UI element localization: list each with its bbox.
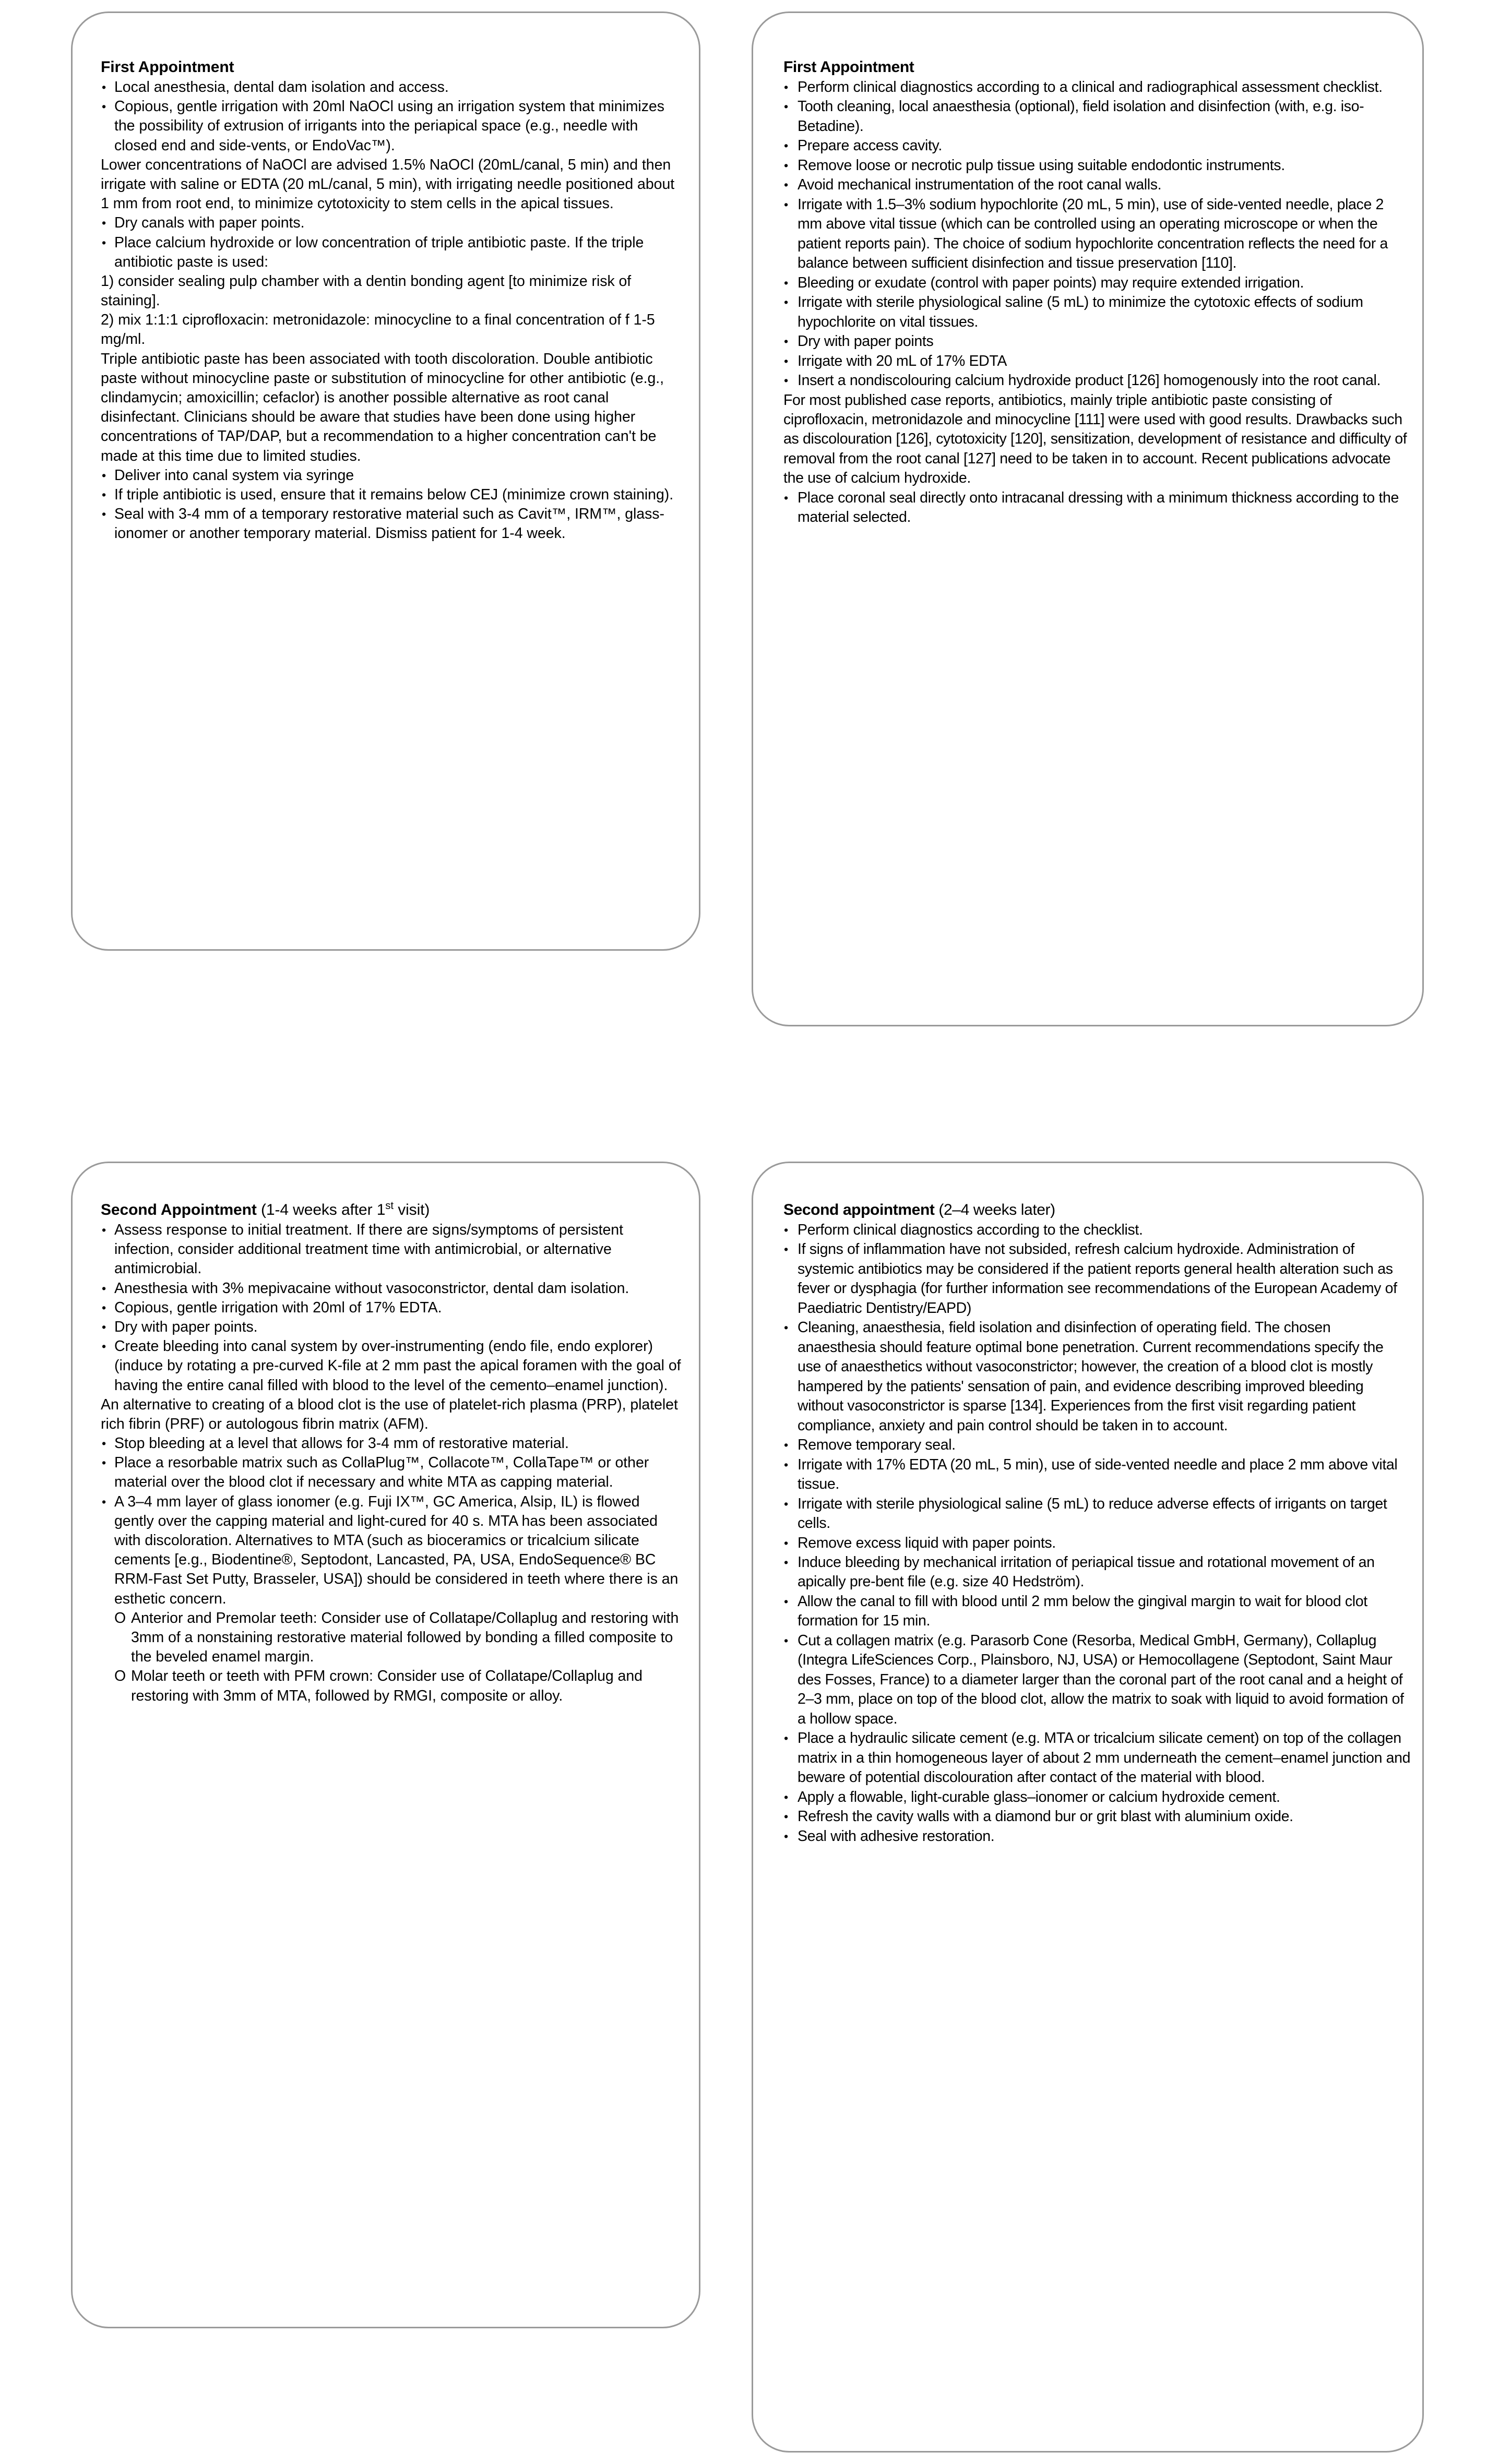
bullet-item: • Local anesthesia, dental dam isolation and access. (101, 78, 683, 97)
bullet-item: • Anesthesia with 3% mepivacaine without vasoconstrictor, dental dam isolation. (101, 1279, 683, 1298)
panel-body (783, 78, 1411, 528)
bullet-item: • Seal with adhesive restoration. (783, 1827, 1411, 1846)
panel-heading (101, 1200, 683, 1220)
paragraph-line: For most published case reports, antibiotics, mainly triple antibiotic paste consisting of ciprofloxacin, metronidazole and minocycline [111] were used with good results. Drawbacks such as discolouration [126], cytotoxicity [120], sensitization, development of resistance and difficulty of removal from the root canal [127] need to be taken in to account. Recent publications advocate the use of calcium hydroxide. (783, 391, 1407, 487)
bullet-item: • Place a resorbable matrix such as CollaPlug™, Collacote™, CollaTape™ or other material over the blood clot if necessary and white MTA as capping material. (101, 1453, 683, 1492)
panel-heading-text: First Appointment (783, 58, 914, 76)
panel-content (101, 1200, 683, 1706)
bullet-item: • A 3–4 mm layer of glass ionomer (e.g. Fuji IX™, GC America, Alsip, IL) is flowed gently over the capping material and light-cured for 40 s. MTA has been associated with discoloration. Alternatives to MTA (such as bioceramics or tricalcium silicate cements [e.g., Biodentine®, Septodont, Lancasted, PA, USA, EndoSequence® BC RRM-Fast Set Putty, Brasseler, USA]) should be considered in teeth where there is an esthetic concern. (101, 1492, 683, 1609)
bullet-item: • Tooth cleaning, local anaesthesia (optional), field isolation and disinfection (with, e.g. iso-Betadine). (783, 97, 1411, 136)
bullet-item: • Dry canals with paper points. (101, 213, 683, 233)
bullet-item: • Perform clinical diagnostics according to the checklist. (783, 1221, 1411, 1240)
bullet-item: • Insert a nondiscolouring calcium hydroxide product [126] homogenously into the root canal. (783, 371, 1411, 390)
bullet-item: • Remove temporary seal. (783, 1436, 1411, 1455)
bullet-item: • Bleeding or exudate (control with paper points) may require extended irrigation. (783, 273, 1411, 293)
bullet-item: • Copious, gentle irrigation with 20ml NaOCl using an irrigation system that minimizes the possibility of extrusion of irrigants into the periapical space (e.g., needle with closed end and side-vents, or EndoVac™). (101, 97, 683, 156)
panel-body (101, 1221, 683, 1706)
bullet-item: • Place a hydraulic silicate cement (e.g. MTA or tricalcium silicate cement) on top of the collagen matrix in a thin homogeneous layer of about 2 mm underneath the cement–enamel junction and beware of potential discolouration after contact of the material with blood. (783, 1729, 1411, 1787)
panel-heading (783, 1200, 1411, 1220)
bullet-item: • Dry with paper points (783, 332, 1411, 351)
sub-bullet-item: O Anterior and Premolar teeth: Consider use of Collatape/Collaplug and restoring with 3mm of a nonstaining restorative material followed by bonding a filled composite to the beveled enamel margin. (101, 1609, 683, 1667)
bullet-item: • Irrigate with sterile physiological saline (5 mL) to minimize the cytotoxic effects of sodium hypochlorite on vital tissues. (783, 293, 1411, 332)
bullet-item: • Remove loose or necrotic pulp tissue using suitable endodontic instruments. (783, 156, 1411, 175)
bullet-item: • Avoid mechanical instrumentation of the root canal walls. (783, 175, 1411, 195)
bullet-item: • Perform clinical diagnostics according to a clinical and radiographical assessment checklist. (783, 78, 1411, 97)
bullet-item: • If triple antibiotic is used, ensure that it remains below CEJ (minimize crown staining). (101, 485, 683, 505)
bullet-item: • Irrigate with sterile physiological saline (5 mL) to reduce adverse effects of irrigants on target cells. (783, 1494, 1411, 1534)
panel-second-appointment-right (752, 1162, 1424, 2453)
bullet-item: • Prepare access cavity. (783, 136, 1411, 156)
panel-content (783, 1200, 1411, 1846)
paragraph-line: 1) consider sealing pulp chamber with a dentin bonding agent [to minimize risk of staining]. (101, 272, 632, 309)
bullet-item: • Place coronal seal directly onto intracanal dressing with a minimum thickness according to the material selected. (783, 488, 1411, 528)
bullet-item: • Place calcium hydroxide or low concentration of triple antibiotic paste. If the triple antibiotic paste is used: (101, 233, 683, 272)
panel-second-appointment-left (71, 1162, 700, 2328)
panel-first-appointment-left (71, 11, 700, 951)
sub-bullet-item: O Molar teeth or teeth with PFM crown: Consider use of Collatape/Collaplug and restoring with 3mm of MTA, followed by RMGI, composite or alloy. (101, 1667, 683, 1705)
bullet-item: • Create bleeding into canal system by over-instrumenting (endo file, endo explorer) (induce by rotating a pre-curved K-file at 2 mm past the apical foramen with the goal of having the entire canal filled with blood to the level of the cemento–enamel junction). (101, 1337, 683, 1395)
panel-heading-suffix-post: visit) (393, 1201, 430, 1218)
panel-heading-suffix: (2–4 weeks later) (934, 1201, 1055, 1218)
paragraph-line: Triple antibiotic paste has been associated with tooth discoloration. Double antibiotic paste without minocycline paste or substitution of minocycline for other antibiotic (e.g., clindamycin; amoxicillin; cefaclor) is another possible alternative as root canal disinfectant. Clinicians should be aware that studies have been done using higher concentrations of TAP/DAP, but a recommendation to a higher concentration can't be made at this time due to limited studies. (101, 350, 664, 464)
bullet-item: • Irrigate with 20 mL of 17% EDTA (783, 352, 1411, 371)
paragraph-line: An alternative to creating of a blood clot is the use of platelet-rich plasma (PRP), platelet rich fibrin (PRF) or autologous fibrin matrix (AFM). (101, 1396, 678, 1432)
bullet-item: • Deliver into canal system via syringe (101, 466, 683, 485)
bullet-item: • Allow the canal to fill with blood until 2 mm below the gingival margin to wait for blood clot formation for 15 min. (783, 1592, 1411, 1631)
bullet-item: • Irrigate with 1.5–3% sodium hypochlorite (20 mL, 5 min), use of side-vented needle, place 2 mm above vital tissue (which can be controlled using an operating microscope or when the patient reports pain). The choice of sodium hypochlorite concentration reflects the need for a balance between sufficient disinfection and tissue preservation [110]. (783, 195, 1411, 273)
bullet-item: • Irrigate with 17% EDTA (20 mL, 5 min), use of side-vented needle and place 2 mm above vital tissue. (783, 1455, 1411, 1494)
bullet-item: • Copious, gentle irrigation with 20ml of 17% EDTA. (101, 1298, 683, 1318)
panel-body (101, 78, 683, 544)
bullet-item: • Seal with 3-4 mm of a temporary restorative material such as Cavit™, IRM™, glass-ionomer or another temporary material. Dismiss patient for 1-4 week. (101, 505, 683, 543)
bullet-item: • Cleaning, anaesthesia, field isolation and disinfection of operating field. The chosen anaesthesia should feature optimal bone penetration. Current recommendations specify the use of anaesthetics without vasoconstrictor; however, the creation of a blood clot is mostly hampered by the patients' sensation of pain, and evidence describing improved bleeding without vasoconstrictor is sparse [134]. Experiences from the first visit regarding patient compliance, anxiety and pain control should be taken in to account. (783, 1318, 1411, 1436)
panel-first-appointment-right (752, 11, 1424, 1026)
panel-heading-text: First Appointment (101, 58, 234, 76)
panel-content (101, 57, 683, 544)
bullet-item: • If signs of inflammation have not subsided, refresh calcium hydroxide. Administration of systemic antibiotics may be considered if the patient reports general health alteration such as fever or dysphagia (for further information see recommendations of the European Academy of Paediatric Dentistry/EAPD) (783, 1240, 1411, 1318)
bullet-item: • Remove excess liquid with paper points. (783, 1534, 1411, 1553)
bullet-item: • Apply a flowable, light-curable glass–ionomer or calcium hydroxide cement. (783, 1788, 1411, 1807)
bullet-item: • Stop bleeding at a level that allows for 3-4 mm of restorative material. (101, 1434, 683, 1453)
panel-heading-text: Second appointment (783, 1201, 935, 1218)
panel-body (783, 1221, 1411, 1846)
paragraph-line: 2) mix 1:1:1 ciprofloxacin: metronidazole: minocycline to a final concentration of f 1-5 mg/ml. (101, 312, 655, 348)
panel-content (783, 57, 1411, 528)
panel-heading (101, 57, 683, 77)
panel-heading-text: Second Appointment (101, 1201, 257, 1218)
bullet-item: • Dry with paper points. (101, 1318, 683, 1337)
paragraph-line: Lower concentrations of NaOCl are advised 1.5% NaOCl (20mL/canal, 5 min) and then irrigate with saline or EDTA (20 mL/canal, 5 min), with irrigating needle positioned about 1 mm from root end, to minimize cytotoxicity to stem cells in the apical tissues. (101, 156, 675, 212)
bullet-item: • Cut a collagen matrix (e.g. Parasorb Cone (Resorba, Medical GmbH, Germany), Collaplug (Integra LifeSciences Corp., Plainsboro, NJ, USA) or Hemocollagene (Septodont, Saint Maur des Fosses, France) to a diameter larger than the coronal part of the root canal and a height of 2–3 mm, place on top of the blood clot, allow the matrix to soak with liquid to avoid formation of a hollow space. (783, 1631, 1411, 1729)
panel-heading-suffix-sup: st (385, 1200, 394, 1212)
bullet-item: • Induce bleeding by mechanical irritation of periapical tissue and rotational movement of an apically pre-bent file (e.g. size 40 Hedström). (783, 1553, 1411, 1592)
bullet-item: • Assess response to initial treatment. If there are signs/symptoms of persistent infection, consider additional treatment time with antimicrobial, or alternative antimicrobial. (101, 1221, 683, 1279)
bullet-item: • Refresh the cavity walls with a diamond bur or grit blast with aluminium oxide. (783, 1807, 1411, 1826)
panel-heading-suffix-pre: (1-4 weeks after 1 (256, 1201, 386, 1218)
panel-heading (783, 57, 1411, 77)
